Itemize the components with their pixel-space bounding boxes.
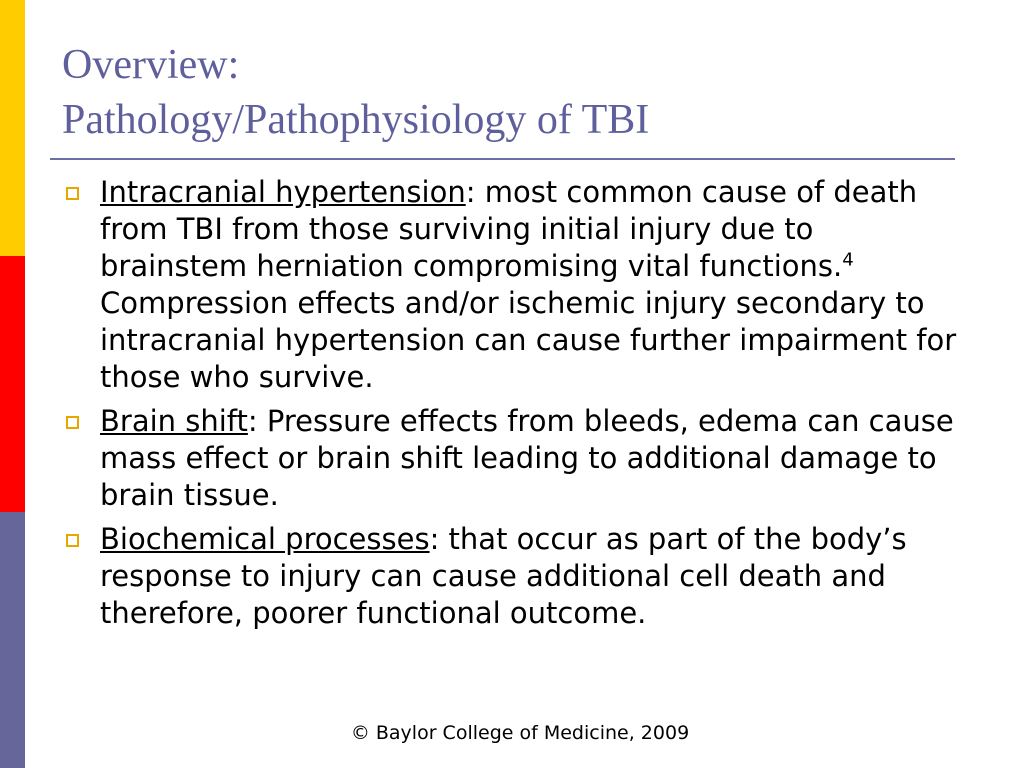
- bullet-term: Biochemical processes: [100, 522, 430, 556]
- title-line-2: Pathology/Pathophysiology of TBI: [62, 97, 650, 143]
- copyright-footer: © Baylor College of Medicine, 2009: [350, 722, 690, 744]
- bullet-term: Intracranial hypertension: [100, 175, 466, 209]
- square-bullet-icon: [66, 187, 79, 200]
- side-bar-yellow: [0, 0, 25, 256]
- side-bar-red: [0, 256, 25, 512]
- square-bullet-icon: [66, 534, 79, 547]
- bullet-text-continued: Compression effects and/or ischemic injury secondary to intracranial hypertension can cause further impairment for those who survive.: [100, 286, 957, 394]
- square-bullet-icon: [66, 416, 79, 429]
- bullet-term: Brain shift: [100, 404, 248, 438]
- citation-superscript: 4: [842, 249, 854, 271]
- bullet-text: : Pressure effects from bleeds, edema can cause mass effect or brain shift leading to additional damage to brain tissue.: [100, 404, 954, 512]
- bullet-list: [62, 174, 962, 639]
- bullet-text: : most common cause of death from TBI from those surviving initial injury due to brainstem herniation compromising vital functions.: [100, 175, 918, 283]
- bullet-item-brain-shift: [62, 403, 962, 514]
- title-underline-rule: [50, 158, 955, 160]
- bullet-item-intracranial-hypertension: [62, 174, 962, 396]
- bullet-text: : that occur as part of the body’s response to injury can cause additional cell death and therefore, poorer functional outcome.: [100, 522, 907, 630]
- slide-title: [62, 38, 649, 148]
- title-line-1: Overview:: [62, 42, 240, 88]
- bullet-item-biochemical-processes: [62, 521, 962, 632]
